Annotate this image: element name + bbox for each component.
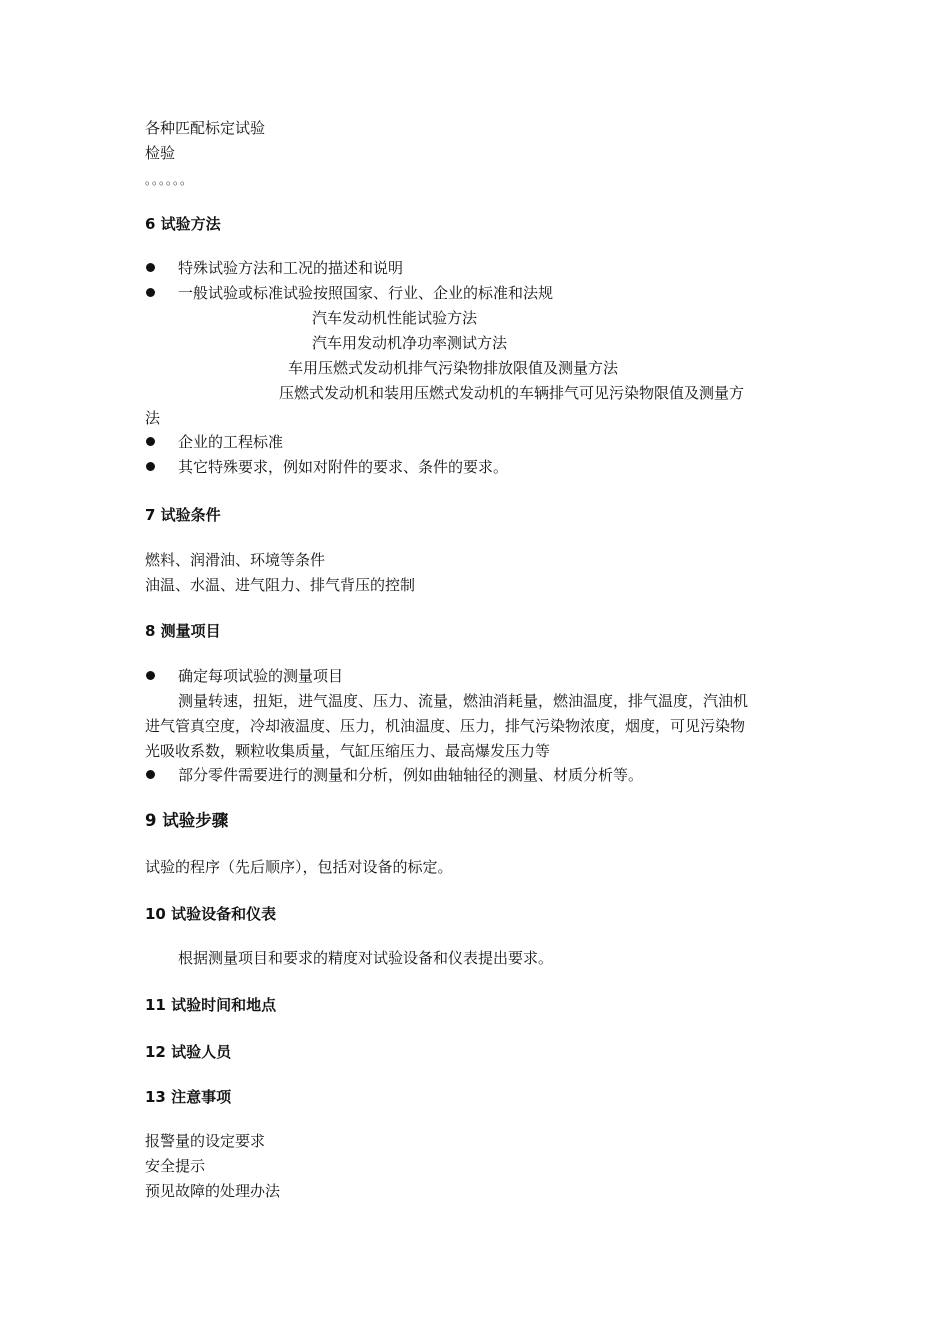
- bullet-icon: [146, 671, 155, 680]
- bullet-icon: [146, 462, 155, 471]
- section-6-heading: 6 试验方法: [145, 215, 221, 233]
- intro-line-1: 各种匹配标定试验: [145, 119, 266, 137]
- bullet-icon: [146, 437, 155, 446]
- bullet-icon: [146, 288, 155, 297]
- s6-standard-1: 汽车发动机性能试验方法: [312, 309, 478, 327]
- section-8-heading: 8 测量项目: [145, 622, 221, 640]
- s6-bullet-1: 特殊试验方法和工况的描述和说明: [178, 259, 404, 277]
- s6-bullet-2: 一般试验或标准试验按照国家、行业、企业的标准和法规: [178, 284, 554, 302]
- s6-standard-4-cont: 法: [145, 409, 161, 427]
- s13-line-1: 报警量的设定要求: [145, 1132, 266, 1150]
- section-11-heading: 11 试验时间和地点: [145, 996, 277, 1014]
- s13-line-3: 预见故障的处理办法: [145, 1182, 281, 1200]
- s8-bullet-2: 部分零件需要进行的测量和分析，例如曲轴轴径的测量、材质分析等。: [178, 766, 644, 784]
- s7-line-1: 燃料、润滑油、环境等条件: [145, 551, 326, 569]
- s6-standard-3: 车用压燃式发动机排气污染物排放限值及测量方法: [288, 359, 619, 377]
- s6-standard-4: 压燃式发动机和装用压燃式发动机的车辆排气可见污染物限值及测量方: [279, 384, 745, 402]
- s10-line-1: 根据测量项目和要求的精度对试验设备和仪表提出要求。: [178, 949, 554, 967]
- s6-bullet-4: 其它特殊要求，例如对附件的要求、条件的要求。: [178, 458, 509, 476]
- section-13-heading: 13 注意事项: [145, 1088, 232, 1106]
- s8-bullet-1: 确定每项试验的测量项目: [178, 667, 344, 685]
- section-7-heading: 7 试验条件: [145, 506, 221, 524]
- section-10-heading: 10 试验设备和仪表: [145, 905, 277, 923]
- intro-ellipsis: 。。。。。。: [145, 173, 194, 187]
- bullet-icon: [146, 770, 155, 779]
- section-9-heading: 9 试验步骤: [145, 811, 229, 830]
- s6-bullet-3: 企业的工程标准: [178, 433, 284, 451]
- s8-paragraph-line-1: 测量转速，扭矩，进气温度、压力、流量，燃油消耗量，燃油温度，排气温度，汽油机: [178, 692, 749, 710]
- s8-paragraph-line-2: 进气管真空度，冷却液温度、压力，机油温度、压力，排气污染物浓度，烟度，可见污染物: [145, 717, 746, 735]
- bullet-icon: [146, 263, 155, 272]
- s6-standard-2: 汽车用发动机净功率测试方法: [312, 334, 508, 352]
- s13-line-2: 安全提示: [145, 1157, 206, 1175]
- s7-line-2: 油温、水温、进气阻力、排气背压的控制: [145, 576, 416, 594]
- s9-line-1: 试验的程序（先后顺序），包括对设备的标定。: [145, 858, 453, 876]
- s8-paragraph-line-3: 光吸收系数，颗粒收集质量，气缸压缩压力、最高爆发压力等: [145, 742, 551, 760]
- intro-line-2: 检验: [145, 144, 176, 162]
- section-12-heading: 12 试验人员: [145, 1043, 232, 1061]
